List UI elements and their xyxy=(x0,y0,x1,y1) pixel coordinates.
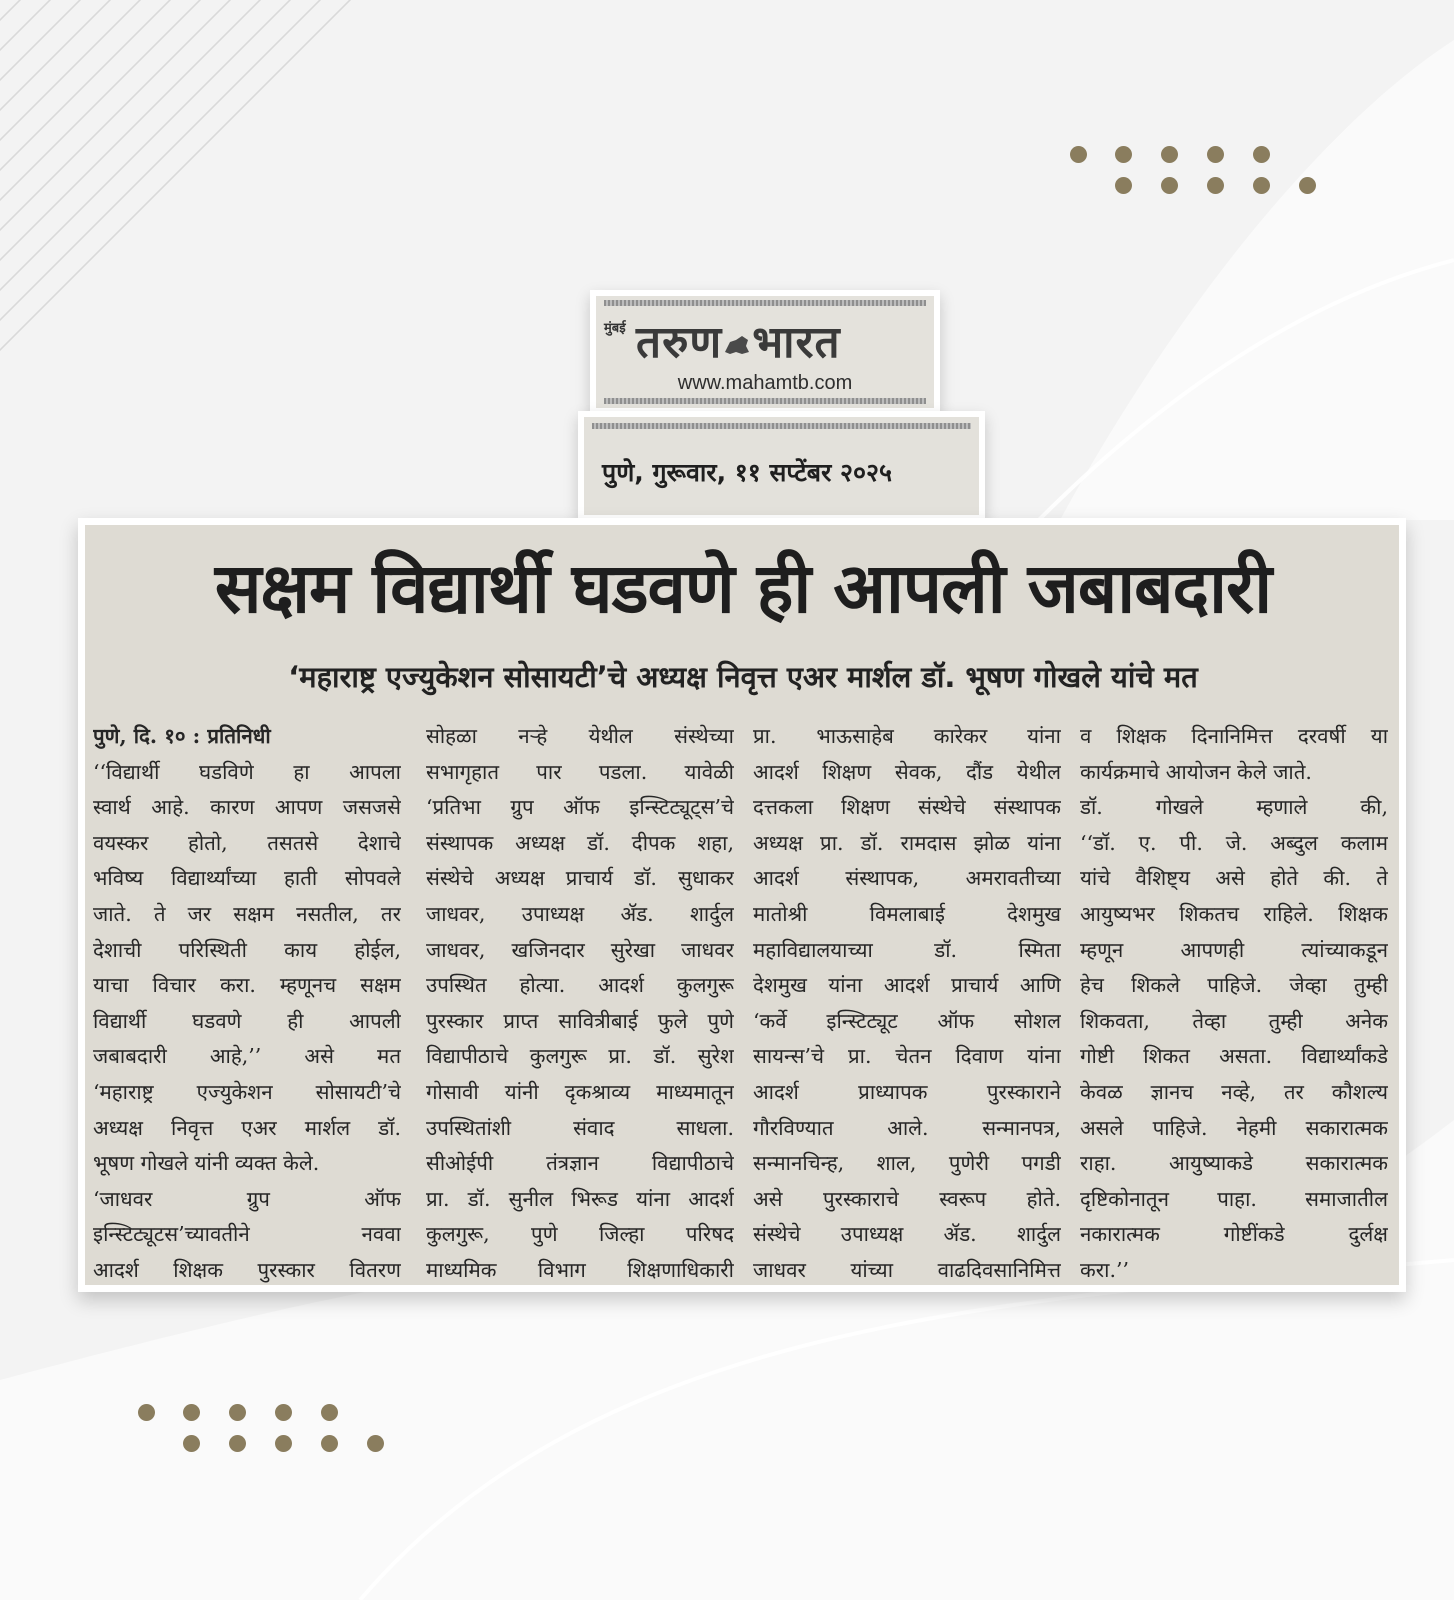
lion-emblem-icon xyxy=(722,332,752,358)
column-line: ‘‘विद्यार्थी घडविणे हा आपला xyxy=(93,759,401,784)
column-line: संस्थेचे उपाध्यक्ष ॲड. शार्दुल xyxy=(753,1222,1061,1247)
column-line: जाधवर, खजिनदार सुरेखा जाधवर xyxy=(426,937,734,962)
column-line: राहा. आयुष्याकडे सकारात्मक xyxy=(1080,1151,1388,1176)
diagonal-line-pattern xyxy=(0,0,640,450)
column-line: हेच शिकले पाहिजे. जेव्हा तुम्ही xyxy=(1080,973,1388,998)
article-column-1 xyxy=(93,719,401,1282)
column-line: दत्तकला शिक्षण संस्थेचे संस्थापक xyxy=(753,795,1061,820)
column-line: आदर्श संस्थापक, अमरावतीच्या xyxy=(753,866,1061,891)
article-column-4 xyxy=(1080,719,1388,1282)
column-line: ‘‘डॉ. ए. पी. जे. अब्दुल कलाम xyxy=(1080,830,1388,855)
column-line: असे पुरस्काराचे स्वरूप होते. xyxy=(753,1186,1061,1211)
column-line: याचा विचार करा. म्हणूनच सक्षम xyxy=(93,973,401,998)
column-line: संस्थापक अध्यक्ष डॉ. दीपक शहा, xyxy=(426,830,734,855)
column-line: करा.’’ xyxy=(1080,1257,1129,1282)
article-headline: सक्षम विद्यार्थी घडवणे ही आपली जबाबदारी xyxy=(214,549,1272,629)
masthead-url: www.mahamtb.com xyxy=(677,372,853,394)
column-line: आदर्श प्राध्यापक पुरस्काराने xyxy=(753,1079,1061,1104)
column-line: माध्यमिक विभाग शिक्षणाधिकारी xyxy=(426,1257,734,1282)
column-line: ‘महाराष्ट्र एज्युकेशन सोसायटी’चे xyxy=(93,1079,401,1104)
column-line: महाविद्यालयाच्या डॉ. स्मिता xyxy=(753,937,1061,962)
column-line: अध्यक्ष प्रा. डॉ. रामदास झोळ यांना xyxy=(753,830,1061,855)
column-line: म्हणून आपणही त्यांच्याकडून xyxy=(1080,937,1388,962)
column-line: आदर्श शिक्षक पुरस्कार वितरण xyxy=(93,1257,401,1282)
dot-cluster-bottom-left xyxy=(138,1404,388,1454)
dot-cluster-top-right xyxy=(1070,146,1320,196)
column-line: ‘जाधवर ग्रुप ऑफ xyxy=(93,1186,401,1211)
column-line: यांचे वैशिष्ट्य असे होते की. ते xyxy=(1080,866,1388,891)
column-line: सीओईपी तंत्रज्ञान विद्यापीठाचे xyxy=(426,1151,734,1176)
column-line: विद्यार्थी घडवणे ही आपली xyxy=(93,1008,401,1033)
column-line: सायन्स’चे प्रा. चेतन दिवाण यांना xyxy=(753,1044,1061,1069)
column-line: सन्मानचिन्ह, शाल, पुणेरी पगडी xyxy=(753,1151,1061,1176)
column-line: देशमुख यांना आदर्श प्राचार्य आणि xyxy=(753,973,1061,998)
column-line: अध्यक्ष निवृत्त एअर मार्शल डॉ. xyxy=(93,1115,401,1140)
dateline-rule xyxy=(592,423,971,429)
column-line: उपस्थित होत्या. आदर्श कुलगुरू xyxy=(426,973,734,998)
column-line: असले पाहिजे. नेहमी सकारात्मक xyxy=(1080,1115,1388,1140)
column-line: कार्यक्रमाचे आयोजन केले जाते. xyxy=(1080,759,1312,784)
column-line: गोसावी यांनी दृकश्राव्य माध्यमातून xyxy=(426,1079,734,1104)
column-line: गोष्टी शिकत असता. विद्यार्थ्यांकडे xyxy=(1080,1044,1388,1069)
column-line: पुरस्कार प्राप्त सावित्रीबाई फुले पुणे xyxy=(426,1008,734,1033)
masthead-title xyxy=(636,310,841,370)
column-line: जाधवर, उपाध्यक्ष ॲड. शार्दुल xyxy=(426,901,734,926)
column-line: जबाबदारी आहे,’’ असे मत xyxy=(93,1044,401,1069)
column-line: भविष्य विद्यार्थ्यांच्या हाती सोपवले xyxy=(93,866,401,891)
article-subheadline: ‘महाराष्ट्र एज्युकेशन सोसायटी’चे अध्यक्ष निवृत्त एअर मार्शल डॉ. भूषण गोखले यांचे मत xyxy=(288,660,1198,694)
column-line: ‘प्रतिभा ग्रुप ऑफ इन्स्टिट्यूट्स’चे xyxy=(426,795,734,820)
column-line: दृष्टिकोनातून पाहा. समाजातील xyxy=(1080,1186,1388,1211)
article-column-2 xyxy=(426,719,734,1282)
article-byline: पुणे, दि. १० : प्रतिनिधी xyxy=(93,724,271,748)
article-clipping xyxy=(78,518,1406,1292)
column-line: शिकवता, तेव्हा तुम्ही अनेक xyxy=(1080,1008,1388,1033)
dateline: पुणे, गुरूवार, ११ सप्टेंबर २०२५ xyxy=(602,458,893,487)
column-line: डॉ. गोखले म्हणाले की, xyxy=(1080,795,1388,820)
masthead-top-rule xyxy=(604,300,926,306)
column-line: मातोश्री विमलाबाई देशमुख xyxy=(753,901,1061,926)
masthead-bottom-rule xyxy=(604,398,926,404)
masthead-title-part1: तरुण xyxy=(636,317,723,368)
column-line: देशाची परिस्थिती काय होईल, xyxy=(93,937,401,962)
masthead-edition: मुंबई xyxy=(604,321,626,336)
column-line: प्रा. डॉ. सुनील भिरूड यांना आदर्श xyxy=(426,1186,734,1211)
column-line: इन्स्टिट्यूटस’च्यावतीने नववा xyxy=(93,1222,401,1247)
column-line: कुलगुरू, पुणे जिल्हा परिषद xyxy=(426,1222,734,1247)
article-column-3 xyxy=(753,719,1061,1282)
column-line: नकारात्मक गोष्टींकडे दुर्लक्ष xyxy=(1080,1222,1388,1247)
column-line: गौरविण्यात आले. सन्मानपत्र, xyxy=(753,1115,1061,1140)
column-line: ‘कर्वे इन्स्टिट्यूट ऑफ सोशल xyxy=(753,1008,1061,1033)
column-line: वयस्कर होतो, तसतसे देशाचे xyxy=(93,830,401,855)
column-line: स्वार्थ आहे. कारण आपण जसजसे xyxy=(93,795,401,820)
column-line: आदर्श शिक्षण सेवक, दौंड येथील xyxy=(753,759,1061,784)
column-line: व शिक्षक दिनानिमित्त दरवर्षी या xyxy=(1080,724,1388,748)
column-line: उपस्थितांशी संवाद साधला. xyxy=(426,1115,734,1140)
column-line: जाते. ते जर सक्षम नसतील, तर xyxy=(93,901,401,926)
dateline-clipping xyxy=(578,411,985,521)
column-line: प्रा. भाऊसाहेब कारेकर यांना xyxy=(753,724,1061,748)
masthead-title-part2: भारत xyxy=(752,317,841,368)
column-line: जाधवर यांच्या वाढदिवसानिमित्त xyxy=(753,1257,1061,1282)
background-swoosh-upper xyxy=(1060,0,1454,520)
masthead-clipping xyxy=(590,290,940,414)
column-line: सभागृहात पार पडला. यावेळी xyxy=(426,759,734,784)
column-line: संस्थेचे अध्यक्ष प्राचार्य डॉ. सुधाकर xyxy=(426,866,734,891)
column-line: विद्यापीठाचे कुलगुरू प्रा. डॉ. सुरेश xyxy=(426,1044,734,1069)
column-line: सोहळा नऱ्हे येथील संस्थेच्या xyxy=(426,724,734,748)
column-line: भूषण गोखले यांनी व्यक्त केले. xyxy=(93,1151,320,1176)
column-line: आयुष्यभर शिकतच राहिले. शिक्षक xyxy=(1080,901,1388,926)
column-line: केवळ ज्ञानच नव्हे, तर कौशल्य xyxy=(1080,1079,1388,1104)
